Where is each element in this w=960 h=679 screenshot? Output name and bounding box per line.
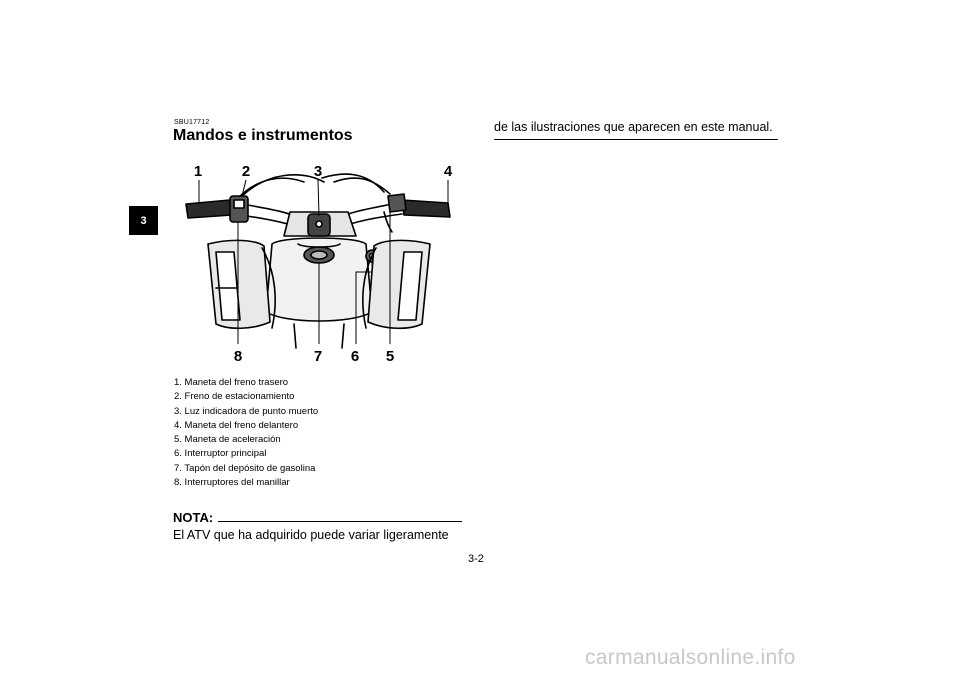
note-divider	[218, 521, 462, 522]
callout-3: 3	[313, 163, 323, 180]
section-code: SBU17712	[174, 119, 210, 126]
chapter-tab: 3	[129, 206, 158, 235]
callout-2: 2	[241, 163, 251, 180]
section-title: Mandos e instrumentos	[173, 127, 353, 144]
caption-item: 3. Luz indicadora de punto muerto	[174, 405, 319, 417]
note-text: El ATV que ha adquirido puede variar ligeramente	[173, 528, 449, 542]
callout-6: 6	[350, 348, 360, 365]
caption-item: 8. Interruptores del manillar	[174, 477, 290, 489]
atv-controls-illustration	[172, 152, 464, 368]
caption-item: 2. Freno de estacionamiento	[174, 391, 295, 403]
callout-8: 8	[233, 348, 243, 365]
figure-caption-list	[174, 376, 318, 490]
caption-item: 6. Interruptor principal	[174, 448, 267, 460]
note-continuation-text: de las ilustraciones que aparecen en este manual.	[494, 120, 773, 134]
callout-7: 7	[313, 348, 323, 365]
caption-item: 1. Maneta del freno trasero	[174, 377, 289, 388]
caption-item: 5. Maneta de aceleración	[174, 434, 281, 446]
caption-item: 7. Tapón del depósito de gasolina	[174, 462, 316, 474]
caption-item: 4. Maneta del freno delantero	[174, 419, 299, 431]
note-heading: NOTA:	[173, 510, 214, 525]
callout-1: 1	[193, 163, 203, 180]
callout-5: 5	[385, 348, 395, 365]
page-number: 3-2	[468, 553, 484, 565]
note-end-divider	[494, 139, 778, 140]
callout-4: 4	[443, 163, 453, 180]
watermark: carmanualsonline.info	[585, 646, 796, 669]
